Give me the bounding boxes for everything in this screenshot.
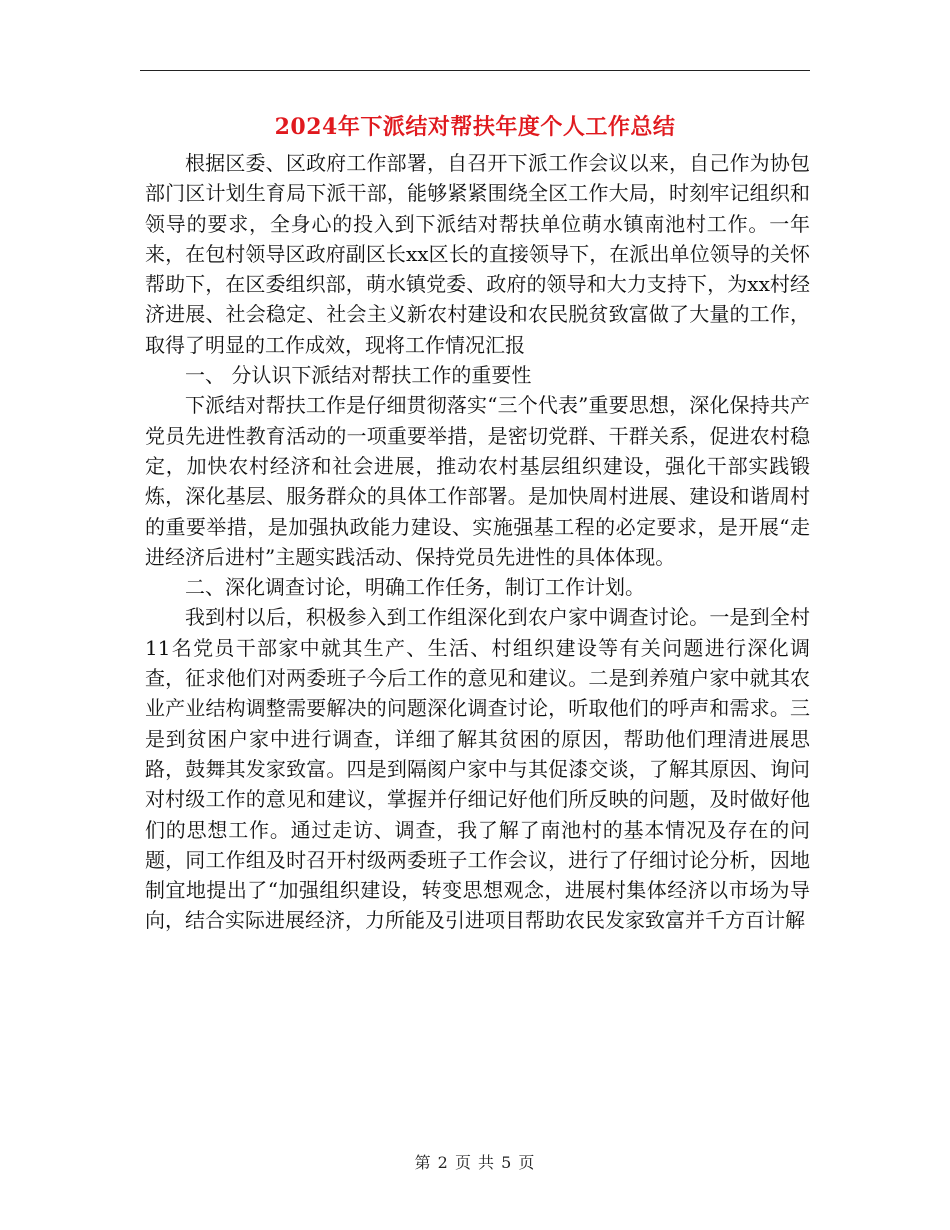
paragraph-intro: 根据区委、区政府工作部署，自召开下派工作会议以来，自己作为协包部门区计划生育局下派干部，能够紧紧围绕全区工作大局，时刻牢记组织和领导的要求，全身心的投入到下派结对帮扶单位萌水镇南池村工作。一年来，在包村领导区政府副区长xx区长的直接领导下，在派出单位领导的关怀帮助下，在区委组织部，萌水镇党委、政府的领导和大力支持下，为xx村经济进展、社会稳定、社会主义新农村建设和农民脱贫致富做了大量的工作，取得了明显的工作成效，现将工作情况汇报	[145, 151, 810, 357]
section-heading-2: 二、深化调查讨论，明确工作任务，制订工作计划。	[185, 575, 645, 600]
section-heading-1: 一、 分认识下派结对帮扶工作的重要性	[185, 363, 532, 388]
header-rule	[140, 70, 810, 71]
paragraph-importance: 下派结对帮扶工作是仔细贯彻落实“三个代表”重要思想，深化保持共产党员先进性教育活动的一项重要举措，是密切党群、干群关系，促进农村稳定，加快农村经济和社会进展，推动农村基层组织建设，强化干部实践锻炼，深化基层、服务群众的具体工作部署。是加快周村进展、建设和谐周村的重要举措，是加强执政能力建设、实施强基工程的必定要求，是开展“走进经济后进村”主题实践活动、保持党员先进性的具体体现。	[145, 393, 810, 569]
page-number: 第 2 页 共 5 页	[414, 1153, 536, 1172]
paragraph-investigation: 我到村以后，积极参入到工作组深化到农户家中调查讨论。一是到全村11名党员干部家中就其生产、生活、村组织建设等有关问题进行深化调查，征求他们对两委班子今后工作的意见和建议。二是到养殖户家中就其农业产业结构调整需要解决的问题深化调查讨论，听取他们的呼声和需求。三是到贫困户家中进行调查，详细了解其贫困的原因，帮助他们理清进展思路，鼓舞其发家致富。四是到隔阂户家中与其促漆交谈，了解其原因、询问对村级工作的意见和建议，掌握并仔细记好他们所反映的问题，及时做好他们的思想工作。通过走访、调查，我了解了南池村的基本情况及存在的问题，同工作组及时召开村级两委班子工作会议，进行了仔细讨论分析，因地制宜地提出了“加强组织建设，转变思想观念，进展村集体经济以市场为导向，结合实际进展经济，力所能及引进项目帮助农民发家致富并千方百计解	[145, 605, 810, 933]
document-body	[145, 148, 810, 936]
document-title: 2024年下派结对帮扶年度个人工作总结	[274, 114, 676, 140]
